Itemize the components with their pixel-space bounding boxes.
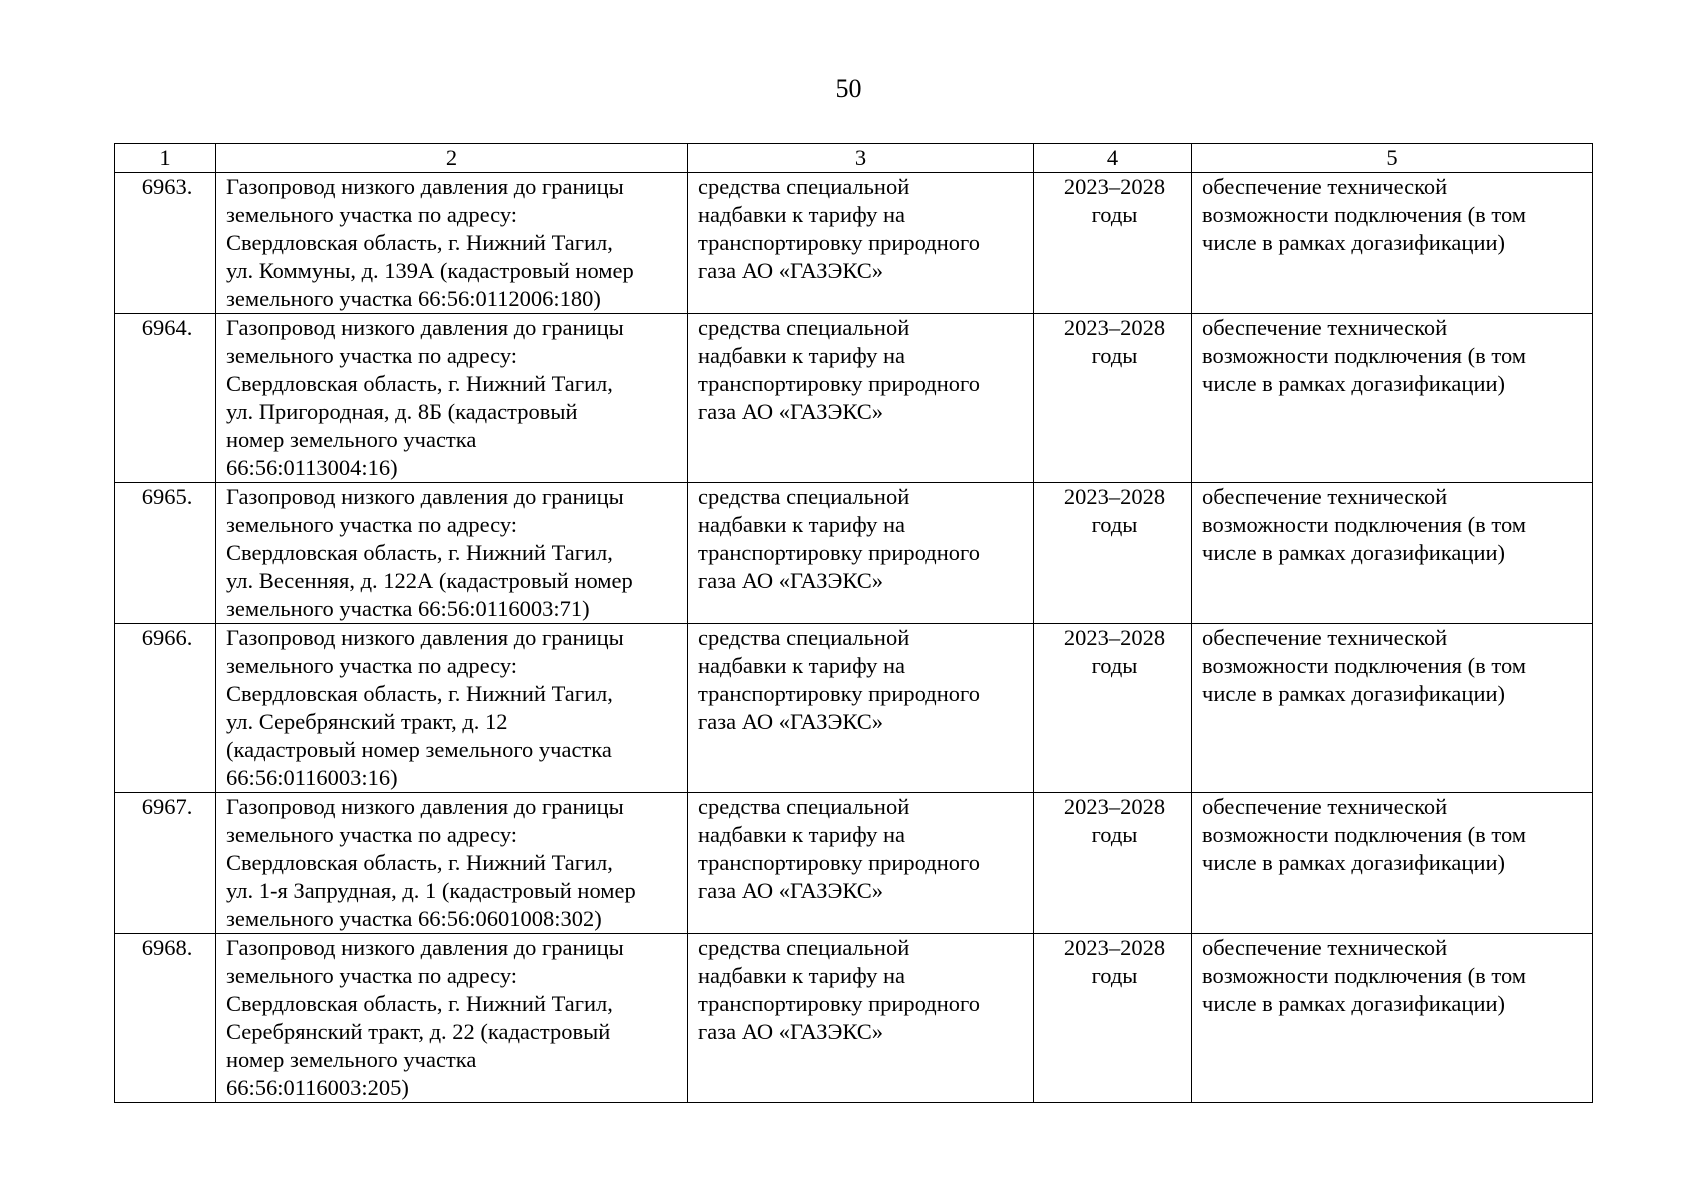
purpose-line: числе в рамках догазификации)	[1202, 991, 1506, 1016]
purpose-line: возможности подключения (в том	[1202, 343, 1526, 368]
object-description-line: земельного участка по адресу:	[226, 512, 518, 537]
purpose-line: обеспечение технической	[1202, 174, 1448, 199]
object-description-line: Серебрянский тракт, д. 22 (кадастровый	[226, 1019, 611, 1044]
funding-source-line: транспортировку природного	[698, 540, 980, 565]
object-description-line: Газопровод низкого давления до границы	[226, 174, 624, 199]
registry-table	[114, 143, 1593, 1103]
object-description-line: ул. Пригородная, д. 8Б (кадастровый	[226, 399, 578, 424]
object-description-line: Газопровод низкого давления до границы	[226, 625, 624, 650]
funding-source-line: транспортировку природного	[698, 230, 980, 255]
funding-source-line: надбавки к тарифу на	[698, 202, 905, 227]
implementation-period	[1034, 314, 1192, 483]
funding-source-line: средства специальной	[698, 315, 910, 340]
object-description-line: 66:56:0116003:16)	[226, 765, 398, 790]
implementation-period-line: 2023–2028	[1063, 935, 1166, 960]
object-description-line: Газопровод низкого давления до границы	[226, 484, 624, 509]
object-description-line: земельного участка 66:56:0112006:180)	[226, 286, 601, 311]
object-description-line: номер земельного участка	[226, 427, 477, 452]
table-row	[115, 173, 1593, 314]
column-header-3: 3	[688, 144, 1034, 173]
funding-source-line: газа АО «ГАЗЭКС»	[698, 878, 884, 903]
funding-source-line: средства специальной	[698, 484, 910, 509]
funding-source	[688, 314, 1034, 483]
object-description-line: ул. Весенняя, д. 122А (кадастровый номер	[226, 568, 633, 593]
implementation-period-line: 2023–2028	[1063, 625, 1166, 650]
funding-source-line: газа АО «ГАЗЭКС»	[698, 1019, 884, 1044]
implementation-period	[1034, 793, 1192, 934]
funding-source-line: надбавки к тарифу на	[698, 512, 905, 537]
row-number: 6966.	[115, 624, 216, 793]
implementation-period-line: 2023–2028	[1063, 484, 1166, 509]
funding-source-line: средства специальной	[698, 625, 910, 650]
row-number: 6965.	[115, 483, 216, 624]
funding-source	[688, 934, 1034, 1103]
implementation-period-line: 2023–2028	[1063, 174, 1166, 199]
page-number: 50	[835, 74, 862, 103]
table-row	[115, 934, 1593, 1103]
funding-source-line: газа АО «ГАЗЭКС»	[698, 258, 884, 283]
implementation-period-line: годы	[1091, 343, 1138, 368]
table-body	[115, 173, 1593, 1103]
object-description-line: Газопровод низкого давления до границы	[226, 794, 624, 819]
funding-source	[688, 624, 1034, 793]
purpose-line: числе в рамках догазификации)	[1202, 540, 1506, 565]
implementation-period-line: годы	[1091, 963, 1138, 988]
table-row	[115, 793, 1593, 934]
row-number: 6968.	[115, 934, 216, 1103]
implementation-period-line: годы	[1091, 512, 1138, 537]
purpose-line: числе в рамках догазификации)	[1202, 681, 1506, 706]
object-description-line: Свердловская область, г. Нижний Тагил,	[226, 681, 613, 706]
funding-source-line: надбавки к тарифу на	[698, 822, 905, 847]
funding-source-line: средства специальной	[698, 794, 910, 819]
funding-source-line: газа АО «ГАЗЭКС»	[698, 568, 884, 593]
purpose-line: обеспечение технической	[1202, 484, 1448, 509]
object-description	[216, 934, 688, 1103]
purpose-line: возможности подключения (в том	[1202, 202, 1526, 227]
object-description-line: земельного участка по адресу:	[226, 202, 518, 227]
object-description-line: Свердловская область, г. Нижний Тагил,	[226, 850, 613, 875]
purpose	[1192, 793, 1593, 934]
funding-source-line: транспортировку природного	[698, 991, 980, 1016]
funding-source-line: надбавки к тарифу на	[698, 343, 905, 368]
purpose-line: обеспечение технической	[1202, 315, 1448, 340]
row-number: 6964.	[115, 314, 216, 483]
funding-source-line: надбавки к тарифу на	[698, 963, 905, 988]
purpose-line: возможности подключения (в том	[1202, 653, 1526, 678]
object-description-line: земельного участка по адресу:	[226, 653, 518, 678]
object-description-line: Свердловская область, г. Нижний Тагил,	[226, 991, 613, 1016]
object-description-line: Свердловская область, г. Нижний Тагил,	[226, 540, 613, 565]
purpose-line: числе в рамках догазификации)	[1202, 230, 1506, 255]
object-description-line: 66:56:0116003:205)	[226, 1075, 409, 1100]
purpose-line: обеспечение технической	[1202, 625, 1448, 650]
column-header-4: 4	[1034, 144, 1192, 173]
funding-source-line: транспортировку природного	[698, 681, 980, 706]
object-description-line: ул. Серебрянский тракт, д. 12	[226, 709, 508, 734]
purpose	[1192, 483, 1593, 624]
purpose	[1192, 624, 1593, 793]
implementation-period-line: 2023–2028	[1063, 794, 1166, 819]
object-description-line: Свердловская область, г. Нижний Тагил,	[226, 230, 613, 255]
funding-source-line: газа АО «ГАЗЭКС»	[698, 709, 884, 734]
object-description-line: земельного участка 66:56:0116003:71)	[226, 596, 590, 621]
object-description	[216, 624, 688, 793]
implementation-period	[1034, 483, 1192, 624]
object-description	[216, 483, 688, 624]
implementation-period	[1034, 624, 1192, 793]
purpose	[1192, 314, 1593, 483]
object-description-line: Газопровод низкого давления до границы	[226, 315, 624, 340]
object-description	[216, 314, 688, 483]
object-description-line: номер земельного участка	[226, 1047, 477, 1072]
object-description-line: Свердловская область, г. Нижний Тагил,	[226, 371, 613, 396]
object-description-line: земельного участка по адресу:	[226, 343, 518, 368]
object-description-line: ул. Коммуны, д. 139А (кадастровый номер	[226, 258, 634, 283]
funding-source-line: газа АО «ГАЗЭКС»	[698, 399, 884, 424]
object-description-line: 66:56:0113004:16)	[226, 455, 398, 480]
object-description-line: земельного участка по адресу:	[226, 963, 518, 988]
implementation-period-line: годы	[1091, 653, 1138, 678]
funding-source-line: транспортировку природного	[698, 371, 980, 396]
funding-source-line: средства специальной	[698, 935, 910, 960]
purpose-line: числе в рамках догазификации)	[1202, 371, 1506, 396]
purpose	[1192, 173, 1593, 314]
funding-source-line: надбавки к тарифу на	[698, 653, 905, 678]
column-header-1: 1	[115, 144, 216, 173]
funding-source-line: транспортировку природного	[698, 850, 980, 875]
implementation-period-line: годы	[1091, 202, 1138, 227]
table-row	[115, 624, 1593, 793]
column-header-2: 2	[216, 144, 688, 173]
implementation-period-line: 2023–2028	[1063, 315, 1166, 340]
row-number: 6963.	[115, 173, 216, 314]
funding-source	[688, 483, 1034, 624]
object-description-line: (кадастровый номер земельного участка	[226, 737, 612, 762]
object-description-line: ул. 1-я Запрудная, д. 1 (кадастровый номер	[226, 878, 636, 903]
object-description-line: земельного участка по адресу:	[226, 822, 518, 847]
purpose	[1192, 934, 1593, 1103]
column-header-5: 5	[1192, 144, 1593, 173]
row-number: 6967.	[115, 793, 216, 934]
implementation-period	[1034, 934, 1192, 1103]
header-row	[115, 144, 1593, 173]
object-description	[216, 173, 688, 314]
table-row	[115, 314, 1593, 483]
object-description	[216, 793, 688, 934]
purpose-line: обеспечение технической	[1202, 794, 1448, 819]
purpose-line: возможности подключения (в том	[1202, 963, 1526, 988]
funding-source-line: средства специальной	[698, 174, 910, 199]
implementation-period	[1034, 173, 1192, 314]
purpose-line: возможности подключения (в том	[1202, 512, 1526, 537]
object-description-line: земельного участка 66:56:0601008:302)	[226, 906, 602, 931]
purpose-line: возможности подключения (в том	[1202, 822, 1526, 847]
purpose-line: числе в рамках догазификации)	[1202, 850, 1506, 875]
table-row	[115, 483, 1593, 624]
funding-source	[688, 793, 1034, 934]
object-description-line: Газопровод низкого давления до границы	[226, 935, 624, 960]
purpose-line: обеспечение технической	[1202, 935, 1448, 960]
implementation-period-line: годы	[1091, 822, 1138, 847]
funding-source	[688, 173, 1034, 314]
